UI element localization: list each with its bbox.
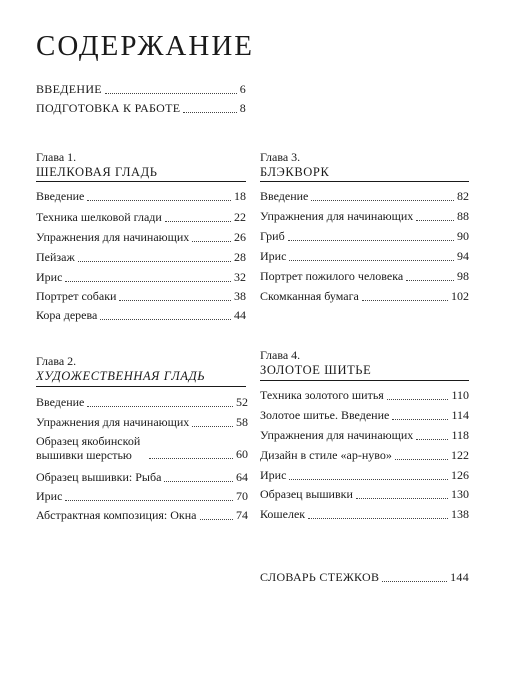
toc-entry-label: Скомканная бумага [260,289,359,303]
toc-entry[interactable] [36,470,248,485]
toc-leader-dots [87,406,233,407]
toc-entry-label: Упражнения для начинающих [36,415,190,429]
toc-entry-label: Образец вышивки [260,487,353,501]
chapter-2-divider [36,386,246,387]
toc-entry-page: 122 [451,448,469,462]
toc-entry[interactable] [260,487,469,502]
toc-entry[interactable] [36,395,248,410]
toc-entry[interactable] [36,415,248,430]
toc-entry-label: Абстрактная композиция: Окна [36,508,197,522]
toc-leader-dots [78,261,231,262]
toc-entry-page: 94 [457,249,469,263]
toc-entry-page: 32 [234,270,246,284]
chapter-2-title[interactable]: ХУДОЖЕСТВЕННАЯ ГЛАДЬ [36,369,206,383]
toc-entry[interactable] [260,249,469,264]
toc-leader-dots [382,581,447,582]
chapter-4-number: Глава 4. [260,348,301,362]
toc-leader-dots [387,399,449,400]
toc-leader-dots [395,459,448,460]
chapter-3-title[interactable]: БЛЭКВОРК [260,165,330,179]
toc-entry-page: 98 [457,269,469,283]
toc-entry-page: 126 [451,468,469,482]
toc-entry-label: Образец вышивки: Рыба [36,470,162,484]
chapter-3-divider [260,181,469,182]
toc-leader-dots [119,300,231,301]
toc-leader-dots [416,220,454,221]
toc-entry-label: Введение [36,395,85,409]
toc-leader-dots [406,280,454,281]
toc-leader-dots [165,221,231,222]
toc-entry-page: 70 [236,489,248,503]
toc-entry[interactable] [260,289,469,304]
toc-entry[interactable] [36,489,248,504]
toc-entry-page: 22 [234,210,246,224]
toc-entry[interactable] [260,209,469,224]
toc-entry-page: 58 [236,415,248,429]
toc-entry-page: 144 [450,570,469,584]
toc-entry-label: Введение [36,189,85,203]
toc-entry[interactable] [260,448,469,463]
toc-leader-dots [164,481,233,482]
toc-entry[interactable] [36,270,246,285]
toc-entry-page: 74 [236,508,248,522]
toc-leader-dots [416,439,448,440]
toc-entry-page: 102 [451,289,469,303]
chapter-1-number: Глава 1. [36,150,77,164]
toc-entry[interactable] [36,308,246,323]
toc-entry[interactable] [260,189,469,204]
toc-entry-page: 138 [451,507,469,521]
toc-entry-label: Гриб [260,229,285,243]
page-title: СОДЕРЖАНИЕ [36,30,254,62]
toc-entry-label: Ирис [260,249,287,263]
toc-leader-dots [311,200,454,201]
toc-entry[interactable] [36,434,248,462]
toc-entry-page: 118 [451,428,469,442]
toc-entry-page: 110 [451,388,469,402]
toc-leader-dots [105,93,237,94]
toc-entry-label: Упражнения для начинающих [260,209,414,223]
toc-entry-label: Кошелек [260,507,306,521]
toc-leader-dots [200,519,234,520]
chapter-4-title[interactable]: ЗОЛОТОЕ ШИТЬЕ [260,363,372,377]
toc-leader-dots [183,112,236,113]
toc-entry[interactable] [260,468,469,483]
toc-entry-page: 44 [234,308,246,322]
toc-entry-label: Упражнения для начинающих [36,230,190,244]
toc-entry-page: 52 [236,395,248,409]
toc-entry-label: Золотое шитье. Введение [260,408,390,422]
toc-entry-label: ВВЕДЕНИЕ [36,82,102,96]
toc-entry-label: Дизайн в стиле «ар-нуво» [260,448,392,462]
toc-entry-label: ПОДГОТОВКА К РАБОТЕ [36,101,181,115]
toc-entry[interactable] [260,507,469,522]
toc-leader-dots [308,518,448,519]
toc-entry-label: Упражнения для начинающих [260,428,414,442]
toc-leader-dots [100,319,231,320]
toc-entry-page: 130 [451,487,469,501]
toc-leader-dots [356,498,448,499]
toc-entry-label: Ирис [36,270,63,284]
toc-entry-stitch-glossary[interactable] [260,570,469,585]
toc-entry-label: Пейзаж [36,250,75,264]
toc-entry-label: Техника шелковой глади [36,210,162,224]
toc-entry-preparation[interactable] [36,101,246,116]
toc-leader-dots [289,260,454,261]
toc-entry-label: СЛОВАРЬ СТЕЖКОВ [260,570,380,584]
toc-entry-label: Ирис [36,489,63,503]
toc-entry-page: 90 [457,229,469,243]
toc-entry[interactable] [36,230,246,245]
toc-entry-label: Портрет пожилого человека [260,269,404,283]
toc-entry-label: Ирис [260,468,287,482]
chapter-4-divider [260,380,469,381]
toc-leader-dots [87,200,231,201]
toc-entry[interactable] [36,210,246,225]
toc-entry[interactable] [36,289,246,304]
toc-entry-page: 18 [234,189,246,203]
toc-entry-page: 8 [239,101,246,115]
chapter-2-number: Глава 2. [36,354,77,368]
chapter-1-title[interactable]: ШЕЛКОВАЯ ГЛАДЬ [36,164,246,182]
toc-entry-label: Введение [260,189,309,203]
toc-entry-page: 114 [451,408,469,422]
toc-leader-dots [289,479,448,480]
toc-entry-page: 60 [236,447,248,461]
toc-leader-dots [192,241,231,242]
toc-entry[interactable] [36,508,248,523]
toc-entry[interactable] [36,189,246,204]
toc-entry-page: 38 [234,289,246,303]
toc-entry-page: 6 [239,82,246,96]
toc-entry[interactable] [260,408,469,423]
toc-entry[interactable] [260,388,469,403]
toc-entry-page: 88 [457,209,469,223]
toc-leader-dots [288,240,454,241]
toc-entry-introduction[interactable] [36,82,246,97]
toc-entry[interactable] [260,229,469,244]
toc-leader-dots [362,300,448,301]
toc-leader-dots [65,281,231,282]
toc-entry-label: Образец якобинской вышивки шерстью [36,434,141,462]
toc-leader-dots [149,458,233,459]
chapter-3-number: Глава 3. [260,150,301,164]
toc-leader-dots [392,419,448,420]
toc-leader-dots [192,426,233,427]
toc-entry[interactable] [36,250,246,265]
toc-leader-dots [65,500,233,501]
toc-entry-page: 64 [236,470,248,484]
toc-entry-page: 26 [234,230,246,244]
toc-entry[interactable] [260,428,469,443]
toc-entry-page: 82 [457,189,469,203]
toc-entry-label: Кора дерева [36,308,98,322]
toc-entry-page: 28 [234,250,246,264]
toc-entry-label: Портрет собаки [36,289,117,303]
toc-entry-label: Техника золотого шитья [260,388,384,402]
toc-entry[interactable] [260,269,469,284]
